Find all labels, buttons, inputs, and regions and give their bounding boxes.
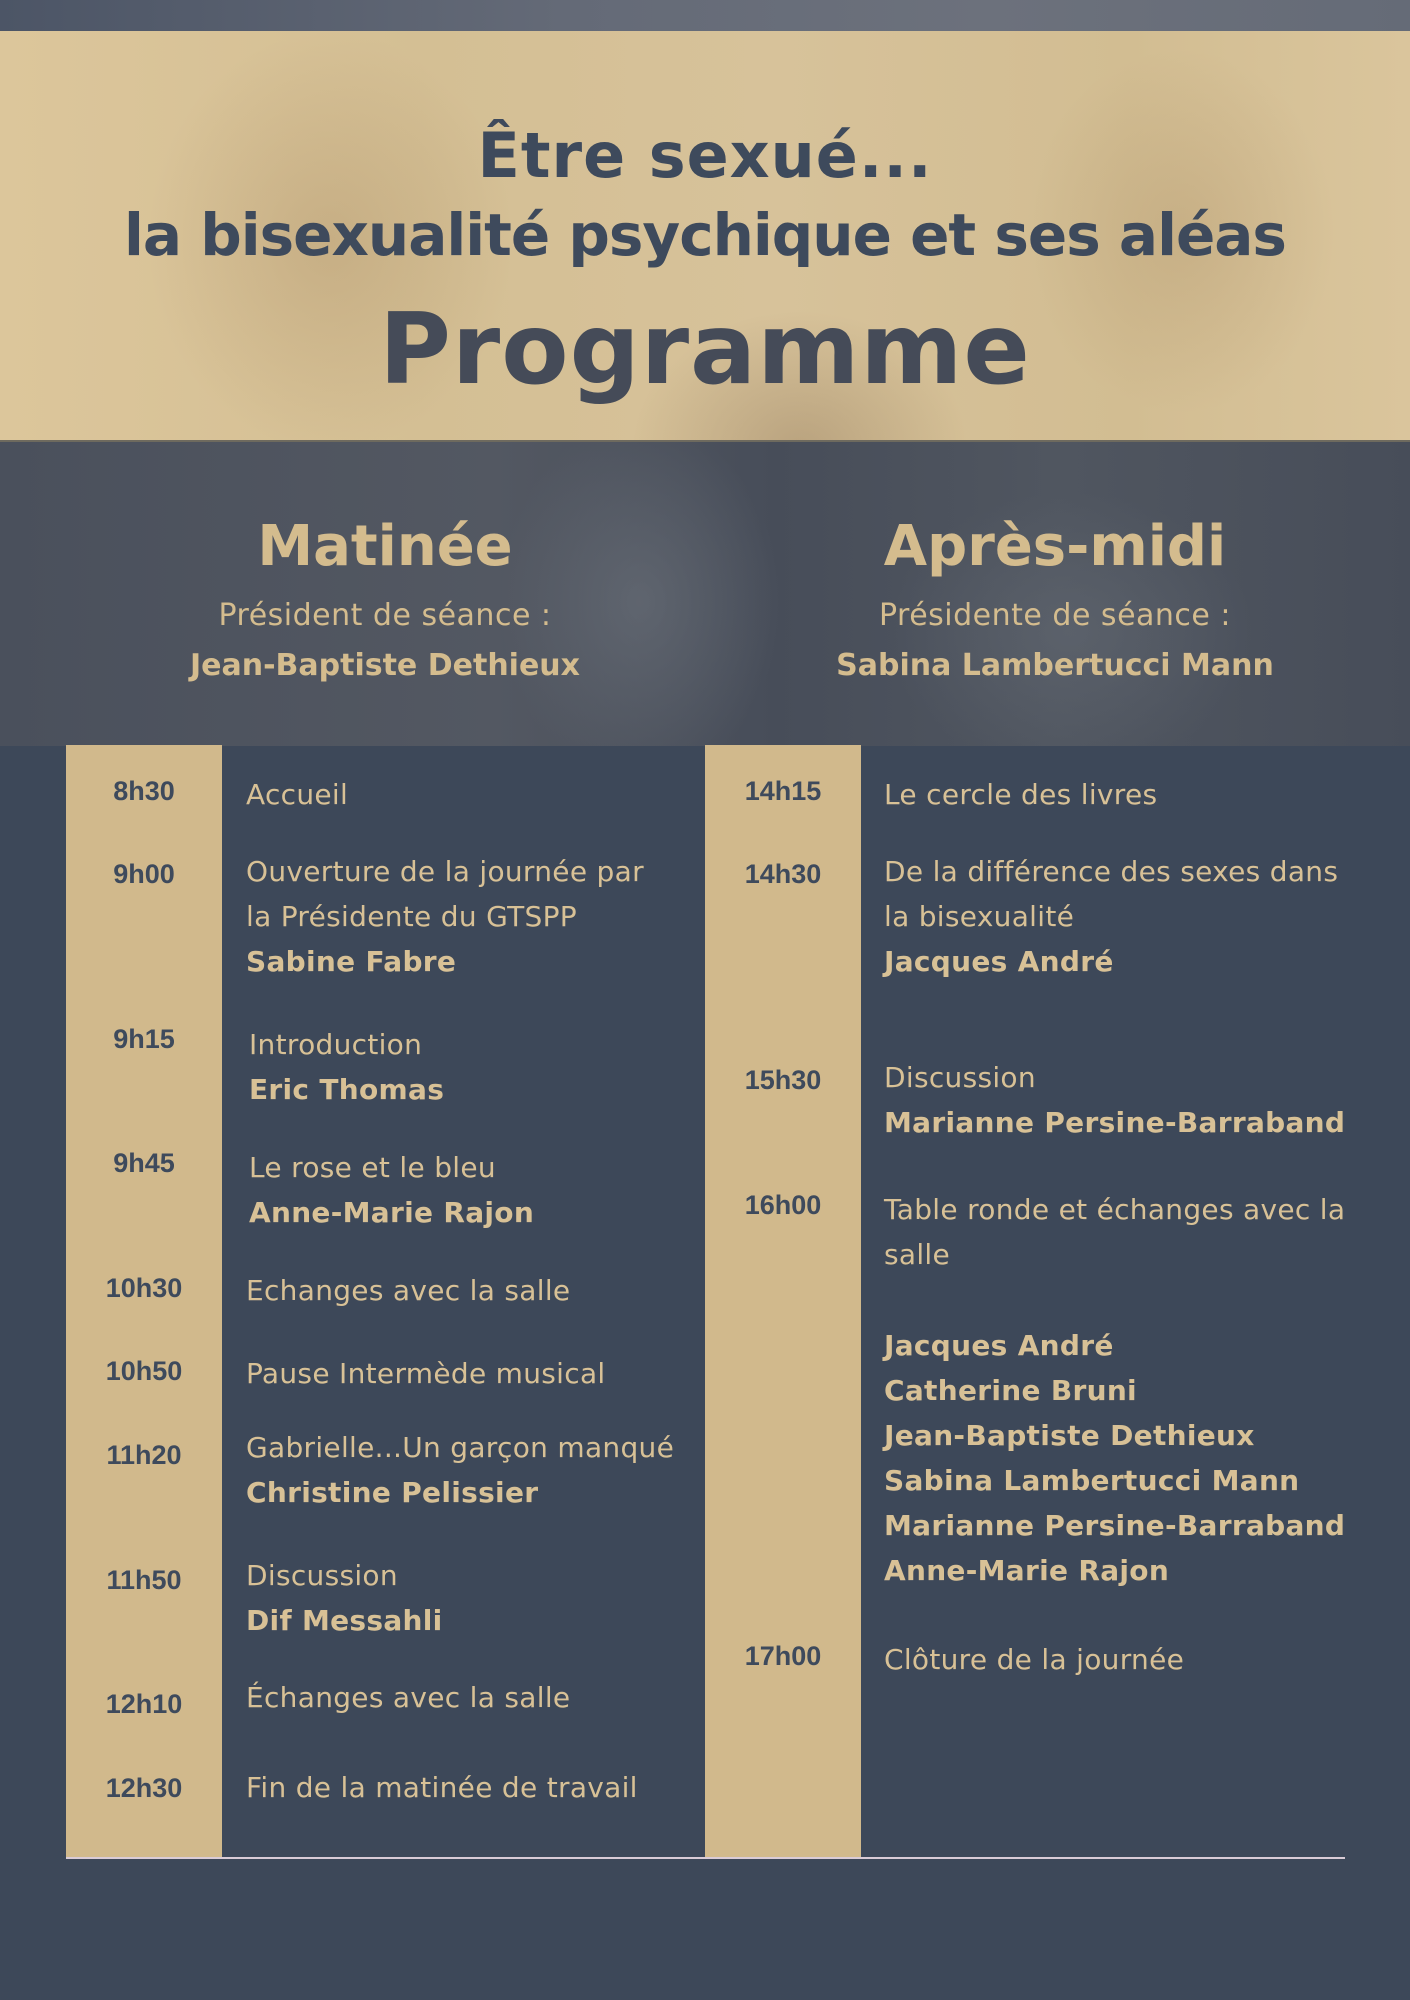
event-text — [246, 1675, 570, 1720]
event-text — [246, 1268, 570, 1313]
time-label: 11h20 — [106, 1440, 182, 1470]
event-title: Discussion — [884, 1061, 1036, 1094]
title-band — [0, 31, 1410, 440]
top-photo-strip — [0, 0, 1410, 31]
afternoon-chair-name: Sabina Lambertucci Mann — [836, 648, 1274, 683]
time-label: 10h50 — [105, 1356, 183, 1386]
event-text — [246, 1351, 606, 1396]
speaker-name: Sabina Lambertucci Mann — [884, 1464, 1300, 1497]
page-title: Programme — [379, 293, 1031, 407]
time-label: 17h00 — [744, 1641, 822, 1671]
event-text — [246, 1425, 674, 1515]
event-text — [249, 1145, 534, 1235]
event-title: Le cercle des livres — [884, 778, 1158, 811]
time-label: 11h50 — [106, 1565, 182, 1595]
event-title: Introduction — [249, 1028, 423, 1061]
participant-list — [884, 1323, 1345, 1593]
time-label: 14h15 — [744, 776, 822, 806]
time-label: 14h30 — [744, 859, 822, 889]
speaker-name: Anne-Marie Rajon — [884, 1554, 1170, 1587]
time-label: 12h10 — [105, 1689, 183, 1719]
afternoon-chair-role: Présidente de séance : — [878, 598, 1232, 633]
event-title: Accueil — [246, 778, 349, 811]
time-label: 9h00 — [113, 859, 175, 889]
event-title: Fin de la matinée de travail — [246, 1771, 638, 1804]
event-text — [246, 1553, 443, 1643]
speaker-name: Marianne Persine-Barraband — [884, 1509, 1346, 1542]
event-text — [249, 1022, 444, 1112]
time-label: 12h30 — [105, 1773, 183, 1803]
event-title: De la différence des sexes dans — [884, 855, 1339, 888]
event-title: Ouverture de la journée par — [246, 855, 644, 888]
speaker-name: Eric Thomas — [249, 1073, 445, 1106]
afternoon-time-column — [705, 745, 861, 1858]
speaker-name: Christine Pelissier — [246, 1476, 539, 1509]
event-title: Pause Intermède musical — [246, 1357, 606, 1390]
event-text — [884, 1187, 1345, 1277]
event-title: Table ronde et échanges avec la — [884, 1193, 1346, 1226]
speaker-name: Marianne Persine-Barraband — [884, 1106, 1346, 1139]
event-text — [884, 772, 1157, 817]
time-label: 9h45 — [113, 1148, 175, 1178]
event-text — [884, 1637, 1184, 1682]
morning-chair-name: Jean-Baptiste Dethieux — [189, 648, 581, 683]
speaker-name: Jacques André — [884, 945, 1114, 978]
speaker-name: Catherine Bruni — [884, 1374, 1137, 1407]
table-bottom-divider — [66, 1857, 1345, 1859]
event-title: Echanges avec la salle — [246, 1274, 571, 1307]
event-subtitle: la bisexualité psychique et ses aléas — [124, 201, 1286, 269]
morning-chair-role: Président de séance : — [218, 598, 552, 633]
event-title: Clôture de la journée — [884, 1643, 1185, 1676]
time-label: 9h15 — [113, 1024, 175, 1054]
event-title: Le rose et le bleu — [249, 1151, 496, 1184]
event-text — [884, 849, 1338, 984]
speaker-name: Dif Messahli — [246, 1604, 443, 1637]
speaker-name: Anne-Marie Rajon — [249, 1196, 535, 1229]
event-title: Gabrielle...Un garçon manqué — [246, 1431, 675, 1464]
event-title: la bisexualité — [884, 900, 1075, 933]
speaker-name: Sabine Fabre — [246, 945, 457, 978]
morning-title: Matinée — [257, 514, 513, 579]
event-text — [884, 1055, 1345, 1145]
speaker-name: Jean-Baptiste Dethieux — [884, 1419, 1255, 1452]
event-text — [246, 849, 644, 984]
speaker-name: Jacques André — [884, 1329, 1114, 1362]
event-text — [246, 772, 348, 817]
time-label: 15h30 — [744, 1065, 822, 1095]
event-text — [246, 1765, 638, 1810]
time-label: 8h30 — [113, 776, 175, 806]
event-title: Échanges avec la salle — [246, 1681, 571, 1714]
session-header-band — [0, 440, 1410, 746]
event-title: Être sexué... — [477, 119, 933, 192]
event-title: la Présidente du GTSPP — [246, 900, 577, 933]
time-label: 10h30 — [105, 1273, 183, 1303]
afternoon-title: Après-midi — [883, 514, 1227, 579]
time-label: 16h00 — [744, 1190, 822, 1220]
event-title: salle — [884, 1238, 951, 1271]
event-title: Discussion — [246, 1559, 398, 1592]
